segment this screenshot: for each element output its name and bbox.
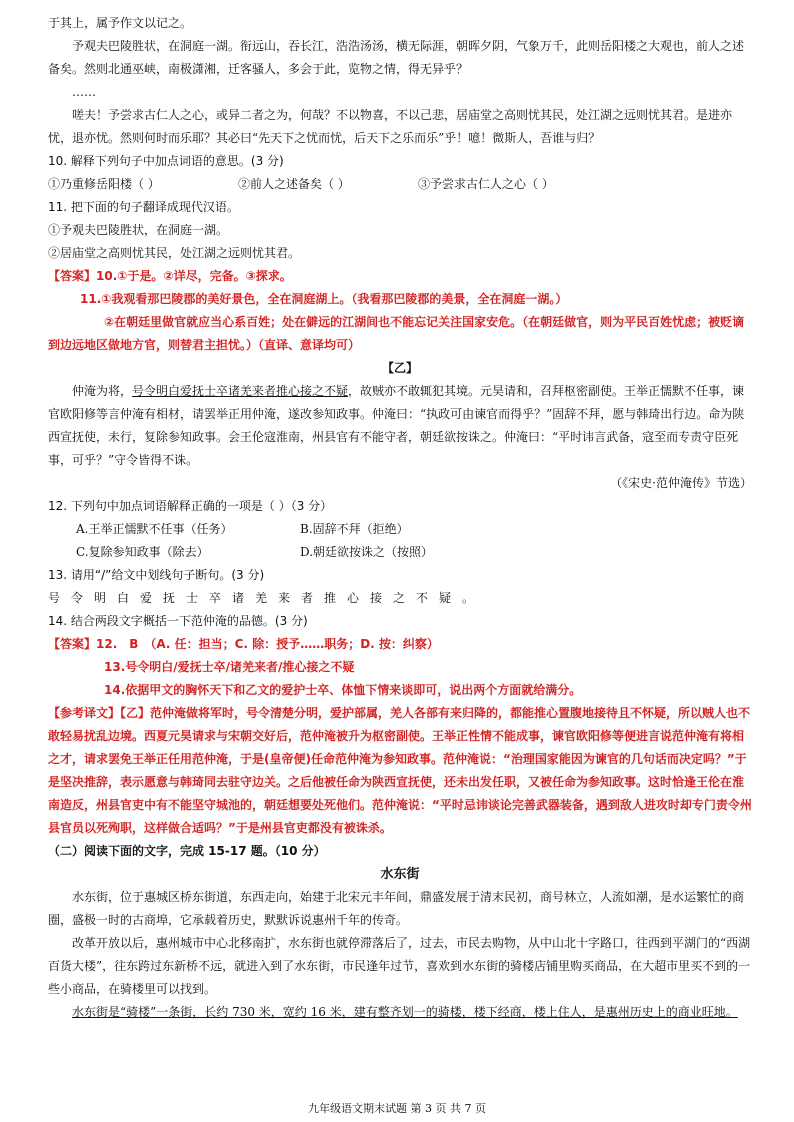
q10-option-3: ③予尝求古仁人之心（ ） xyxy=(418,177,554,191)
q12-option-c: C.复除参知政事（除去） xyxy=(76,545,209,559)
q12-option-a: A.王举正懦默不任事（任务） xyxy=(76,522,233,536)
passage-b-text-pre: 仲淹为将， xyxy=(72,384,133,398)
q14-stem: 14. 结合两段文字概括一下范仲淹的品德。(3 分) xyxy=(48,614,308,628)
q10-stem: 10. 解释下列句子中加点词语的意思。(3 分) xyxy=(48,154,284,168)
passage-b-text xyxy=(48,380,752,472)
passage-a-para2: 予观夫巴陵胜状，在洞庭一湖。衔远山，吞长江，浩浩汤汤，横无际涯，朝晖夕阴，气象万千，此则岳阳楼之大观也，前人之述备矣。然则北通巫峡，南极潇湘，迁客骚人，多会于此，览物之情，得无异乎？ xyxy=(48,39,745,76)
answer-q13: 13.号令明白/爱抚士卒/诸羌来者/推心接之不疑 xyxy=(104,660,355,674)
q13-stem: 13. 请用“/”给文中划线句子断句。(3 分) xyxy=(48,568,265,582)
document-page xyxy=(48,12,752,1024)
page-footer: 九年级语文期末试题 第 3 页 共 7 页 xyxy=(308,1102,486,1115)
q13-sentence: 号令明白爱抚士卒诸羌来者推心接之不疑。 xyxy=(48,591,486,605)
passage-b-source: （《宋史·范仲淹传》节选） xyxy=(610,476,752,490)
answer-q10: 【答案】10.①于是。②详尽，完备。③探求。 xyxy=(48,269,292,283)
article-title: 水东街 xyxy=(380,867,420,882)
reference-translation: 【参考译文】【乙】范仲淹做将军时，号令清楚分明，爱护部属，羌人各部有来归降的，都能推心置腹地接待且不怀疑，所以贼人也不敢轻易扰乱边境。西夏元昊请求与宋朝交好后，范仲淹被升为枢密副使。王举正性情不能成事，谏官欧阳修等便进言说范仲淹有将相之才，请求罢免王举正任用范仲淹，于是(皇帝便)任命范仲淹为参知政事。范仲淹说：“治理国家能因为谏官的几句话而决定吗？”于是坚决推辞，表示愿意与韩琦同去驻守边关。之后他被任命为陕西宣抚使，还未出发任职，又被任命为参知政事。这时恰逢王伦在淮南造反，州县官吏中有不能坚守城池的，朝廷想要处死他们。范仲淹说：“平时忌讳谈论完善武器装备，遇到敌人进攻时却专门责令州县官员以死殉职，这样做合适吗？”于是州县官吏都没有被诛杀。 xyxy=(48,706,752,835)
passage-a-ellipsis: …… xyxy=(72,85,96,99)
article-para-1: 水东街，位于惠城区桥东街道，东西走向，始建于北宋元丰年间，鼎盛发展于清末民初，商号林立，人流如潮，是水运繁忙的商圈，盛极一时的古商埠，它承载着历史，默默诉说惠州千年的传奇。 xyxy=(48,890,745,927)
section-2-heading: （二）阅读下面的文字，完成 15-17 题。（10 分） xyxy=(48,844,326,858)
q12-option-d: D.朝廷欲按诛之（按照） xyxy=(300,545,434,559)
q11-sentence-2: ②居庙堂之高则忧其民，处江湖之远则忧其君。 xyxy=(48,246,301,260)
q10-options xyxy=(48,173,752,196)
answer-q12: 【答案】12. B （A. 任：担当；C. 除：授予……职务；D. 按：纠察） xyxy=(48,637,439,651)
q12-option-b: B.固辞不拜（拒绝） xyxy=(300,522,409,536)
answer-q11-2: ②在朝廷里做官就应当心系百姓；处在僻远的江湖间也不能忘记关注国家安危。（在朝廷做官，则为平民百姓忧虑；被贬谪到边远地区做地方官，则替君主担忧。）（直译、意译均可） xyxy=(48,315,745,352)
article-para-3: 水东街是“骑楼”一条街，长约 730 米，宽约 16 米，建有整齐划一的骑楼，楼下经商，楼上住人，是惠州历史上的商业旺地。 xyxy=(72,1005,738,1019)
passage-b-heading: 【乙】 xyxy=(381,361,418,375)
q12-options-row2 xyxy=(48,541,752,564)
passage-a-line1: 于其上，属予作文以记之。 xyxy=(48,16,193,30)
passage-b-underlined-sentence: 号令明白爱抚士卒诸羌来者推心接之不疑 xyxy=(132,384,349,398)
article-para-2: 改革开放以后，惠州城市中心北移南扩，水东街也就停滞落后了，过去，市民去购物，从中山北十字路口，往西到平湖门的“西湖百货大楼”，往东跨过东新桥不远，就进入到了水东街，市民逢年过节，喜欢到水东街的骑楼店铺里购买商品，在大超市里买不到的一些小商品，在骑楼里可以找到。 xyxy=(48,936,751,996)
answer-q11-1: 11.①我观看那巴陵郡的美好景色，全在洞庭湖上。（我看那巴陵郡的美景，全在洞庭一湖。） xyxy=(80,292,568,306)
passage-a-para3: 嗟夫！予尝求古仁人之心，或异二者之为，何哉？不以物喜，不以己悲，居庙堂之高则忧其民，处江湖之远则忧其君。是进亦忧，退亦忧。然则何时而乐耶？其必曰“先天下之忧而忧，后天下之乐而乐”乎！噫！微斯人，吾谁与归？ xyxy=(48,108,733,145)
q10-option-2: ②前人之述备矣（ ） xyxy=(238,177,350,191)
q11-sentence-1: ①予观夫巴陵胜状，在洞庭一湖。 xyxy=(48,223,229,237)
q12-stem: 12. 下列句中加点词语解释正确的一项是（ ）（3 分） xyxy=(48,499,333,513)
q11-stem: 11. 把下面的句子翻译成现代汉语。 xyxy=(48,200,239,214)
q10-option-1: ①乃重修岳阳楼（ ） xyxy=(48,177,160,191)
answer-q14: 14.依据甲文的胸怀天下和乙文的爱护士卒、体恤下情来谈即可，说出两个方面就给满分。 xyxy=(104,683,582,697)
q12-options-row1 xyxy=(48,518,752,541)
passage-b-text-post: ，故贼亦不敢辄犯其境。元昊请和，召拜枢密副使。王举正懦默不任事，谏官欧阳修等言仲淹有相材，请罢举正用仲淹，遂改参知政事。仲淹曰：“执政可由谏官而得乎？”固辞不拜，愿与韩琦出行边。命为陕西宣抚使，未行，复除参知政事。会王伦寇淮南，州县官有不能守者，朝廷欲按诛之。仲淹曰：“平时讳言武备，寇至而专责守臣死事，可乎？”守令皆得不诛。 xyxy=(48,384,745,467)
